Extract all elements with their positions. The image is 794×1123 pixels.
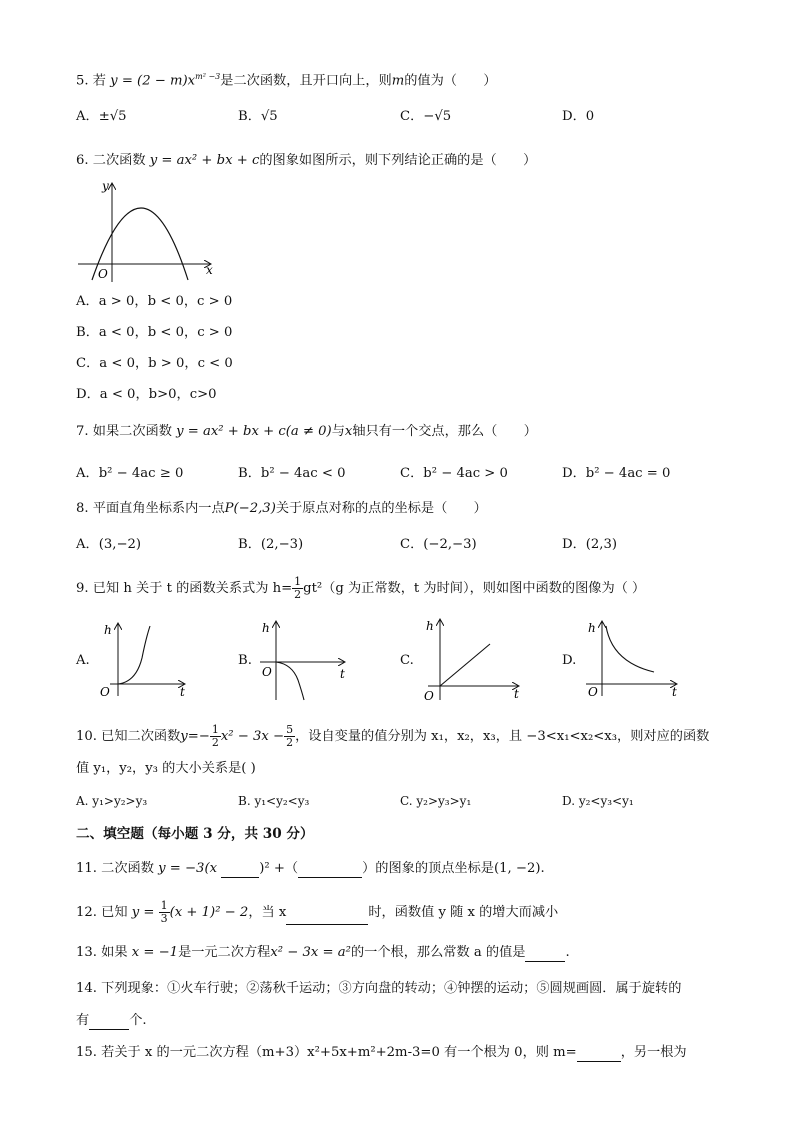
q12-frac-denominator: 3 xyxy=(160,912,168,925)
line-c xyxy=(440,644,490,686)
q11-blank-2[interactable] xyxy=(298,863,362,878)
q12-suffix: 时，函数值 y 随 x 的增大而减小 xyxy=(368,905,559,920)
q10-option-c[interactable]: C. y₂>y₃>y₁ xyxy=(400,794,472,808)
q7-prefix: 7. 如果二次函数 xyxy=(76,424,172,439)
q6-option-a[interactable]: A．a > 0，b < 0，c > 0 xyxy=(76,294,233,309)
q9-graph-d[interactable] xyxy=(582,616,684,700)
q10-option-b[interactable]: B. y₁<y₂<y₃ xyxy=(238,794,310,808)
q5-exponent: m² −3 xyxy=(195,72,221,81)
y-label: y xyxy=(102,179,109,193)
q9-fraction xyxy=(292,576,303,601)
q6-option-c[interactable]: C．a < 0，b > 0，c < 0 xyxy=(76,356,233,371)
q7-option-d[interactable]: D．b² − 4ac = 0 xyxy=(562,466,671,481)
t-label: t xyxy=(514,687,519,701)
q9-frac-numerator: 1 xyxy=(294,575,302,588)
q7-option-a[interactable]: A．b² − 4ac ≥ 0 xyxy=(76,466,184,481)
q13-prefix: 13. 如果 xyxy=(76,945,128,960)
q7-mid: 与 xyxy=(331,424,345,439)
origin-label: O xyxy=(262,665,272,679)
q10-option-a[interactable]: A. y₁>y₂>y₃ xyxy=(76,794,148,808)
q5-option-c[interactable]: C．−√5 xyxy=(400,109,452,124)
q9-suffix: gt²（g 为正常数，t 为时间），则如图中函数的图像为（ ） xyxy=(303,581,646,596)
q11-mid: )² +（ xyxy=(259,861,299,876)
q11-blank-1[interactable] xyxy=(221,863,259,878)
q5-option-d[interactable]: D．0 xyxy=(562,109,595,124)
t-label: t xyxy=(340,667,345,681)
q6-parabola-graph xyxy=(72,176,222,286)
question-14: 14. 下列现象：①火车行驶；②荡秋千运动；③方向盘的转动；④钟摆的运动；⑤圆规画圆．属于旋转的 xyxy=(76,981,682,996)
q12-eq-lhs: y = xyxy=(131,905,155,920)
q15-blank[interactable] xyxy=(577,1047,621,1062)
q9-option-c-label[interactable]: C. xyxy=(400,653,414,668)
q7-suffix: 轴只有一个交点，那么（ ） xyxy=(352,424,537,439)
q10-eq-pre: y=− xyxy=(180,729,210,744)
q6-option-b[interactable]: B．a < 0，b < 0，c > 0 xyxy=(76,325,233,340)
question-7 xyxy=(76,423,537,441)
origin-label: O xyxy=(100,685,110,699)
q10-line-2: 值 y₁，y₂，y₃ 的大小关系是( ) xyxy=(76,761,256,776)
question-13 xyxy=(76,944,570,962)
q10-f2-numerator: 5 xyxy=(286,723,294,736)
q8-option-d[interactable]: D．(2,3) xyxy=(562,537,618,552)
q10-eq-mid: x² − 3x − xyxy=(220,729,285,744)
q9-option-b-label[interactable]: B. xyxy=(238,653,252,668)
q12-prefix: 12. 已知 xyxy=(76,905,128,920)
q7-var: x xyxy=(344,424,353,439)
q15-prefix: 15. 若关于 x 的一元二次方程（m+3）x²+5x+m²+2m-3=0 有一个根为 0，则 m= xyxy=(76,1045,577,1060)
q10-f1-denominator: 2 xyxy=(211,736,219,749)
h-label: h xyxy=(426,619,434,633)
q13-equation: x² − 3x = a² xyxy=(270,945,351,960)
section-2-heading: 二、填空题（每小题 3 分，共 30 分） xyxy=(76,826,314,842)
q9-graph-b[interactable] xyxy=(256,616,352,702)
q13-period: . xyxy=(565,945,570,960)
q8-point: P(−2,3) xyxy=(224,501,276,516)
q13-blank[interactable] xyxy=(525,947,565,962)
q9-option-a-label[interactable]: A. xyxy=(76,653,90,668)
t-label: t xyxy=(180,685,185,699)
origin-label: O xyxy=(98,267,108,281)
q14-prefix: 有 xyxy=(76,1013,90,1028)
question-9 xyxy=(76,576,645,601)
q14-blank[interactable] xyxy=(89,1015,129,1030)
q12-blank[interactable] xyxy=(286,910,368,925)
q8-suffix: 关于原点对称的点的坐标是（ ） xyxy=(275,501,487,516)
q9-prefix: 9. 已知 h 关于 t 的函数关系式为 h= xyxy=(76,581,293,596)
q13-suffix: 的一个根，那么常数 a 的值是 xyxy=(350,945,526,960)
question-5 xyxy=(76,68,497,90)
q10-fraction-1 xyxy=(210,724,221,749)
curve-a xyxy=(118,626,150,684)
question-6 xyxy=(76,152,536,170)
q13-mid: 是一元二次方程 xyxy=(178,945,271,960)
q9-option-d-label[interactable]: D. xyxy=(562,653,577,668)
question-11 xyxy=(76,860,545,878)
q15-suffix: ，另一根为 xyxy=(620,1045,687,1060)
q10-suffix: ，设自变量的值分别为 x₁，x₂，x₃，且 −3<x₁<x₂<x₃，则对应的函数 xyxy=(295,729,710,744)
question-10 xyxy=(76,724,709,749)
q5-option-a[interactable]: A．±√5 xyxy=(76,109,127,124)
q12-frac-numerator: 1 xyxy=(160,899,168,912)
q6-equation: y = ax² + bx + c xyxy=(149,153,260,168)
h-label: h xyxy=(588,621,596,635)
t-label: t xyxy=(672,685,677,699)
q7-option-b[interactable]: B．b² − 4ac < 0 xyxy=(238,466,346,481)
q5-var: m xyxy=(391,73,405,89)
question-8 xyxy=(76,500,487,518)
q14-line-2 xyxy=(76,1012,147,1030)
q12-eq-rhs: (x + 1)² − 2 xyxy=(169,905,249,920)
q8-option-a[interactable]: A．(3,−2) xyxy=(76,537,142,552)
question-15 xyxy=(76,1044,687,1062)
q5-suffix: 是二次函数，且开口向上，则 xyxy=(220,73,392,89)
h-label: h xyxy=(104,623,112,637)
q12-when: ，当 x xyxy=(248,905,287,920)
h-label: h xyxy=(262,621,270,635)
q8-option-b[interactable]: B．(2,−3) xyxy=(238,537,304,552)
question-12 xyxy=(76,900,558,925)
curve-d xyxy=(606,626,654,672)
q7-equation: y = ax² + bx + c(a ≠ 0) xyxy=(176,424,332,439)
q12-fraction xyxy=(159,900,170,925)
x-label: x xyxy=(206,263,213,277)
q6-suffix: 的图象如图所示，则下列结论正确的是（ ） xyxy=(259,153,537,168)
q5-suffix2: 的值为（ ） xyxy=(404,73,497,89)
q13-root: x = −1 xyxy=(131,945,179,960)
q10-fraction-2 xyxy=(284,724,295,749)
q11-suffix: ）的图象的顶点坐标是(1, −2). xyxy=(362,861,545,876)
q11-prefix: 11. 二次函数 xyxy=(76,861,154,876)
origin-label: O xyxy=(424,689,434,702)
q10-f1-numerator: 1 xyxy=(211,723,219,736)
q10-prefix: 10. 已知二次函数 xyxy=(76,729,181,744)
q8-prefix: 8. 平面直角坐标系内一点 xyxy=(76,501,225,516)
q5-equation: y = (2 − m)x xyxy=(110,73,196,89)
q9-graph-a[interactable] xyxy=(96,618,192,700)
q5-option-b[interactable]: B．√5 xyxy=(238,109,278,124)
q9-graph-c[interactable] xyxy=(420,614,524,702)
q10-f2-denominator: 2 xyxy=(286,736,294,749)
curve-b xyxy=(276,662,304,700)
q11-equation: y = −3(x xyxy=(158,861,218,876)
q7-option-c[interactable]: C．b² − 4ac > 0 xyxy=(400,466,508,481)
q8-option-c[interactable]: C．(−2,−3) xyxy=(400,537,477,552)
q5-prefix: 5. 若 xyxy=(76,73,106,89)
origin-label: O xyxy=(588,685,598,699)
q14-suffix: 个. xyxy=(129,1013,147,1028)
q6-option-d[interactable]: D．a < 0，b>0，c>0 xyxy=(76,387,217,402)
q9-frac-denominator: 2 xyxy=(294,588,302,601)
q6-prefix: 6. 二次函数 xyxy=(76,153,146,168)
q10-option-d[interactable]: D. y₂<y₃<y₁ xyxy=(562,794,634,808)
